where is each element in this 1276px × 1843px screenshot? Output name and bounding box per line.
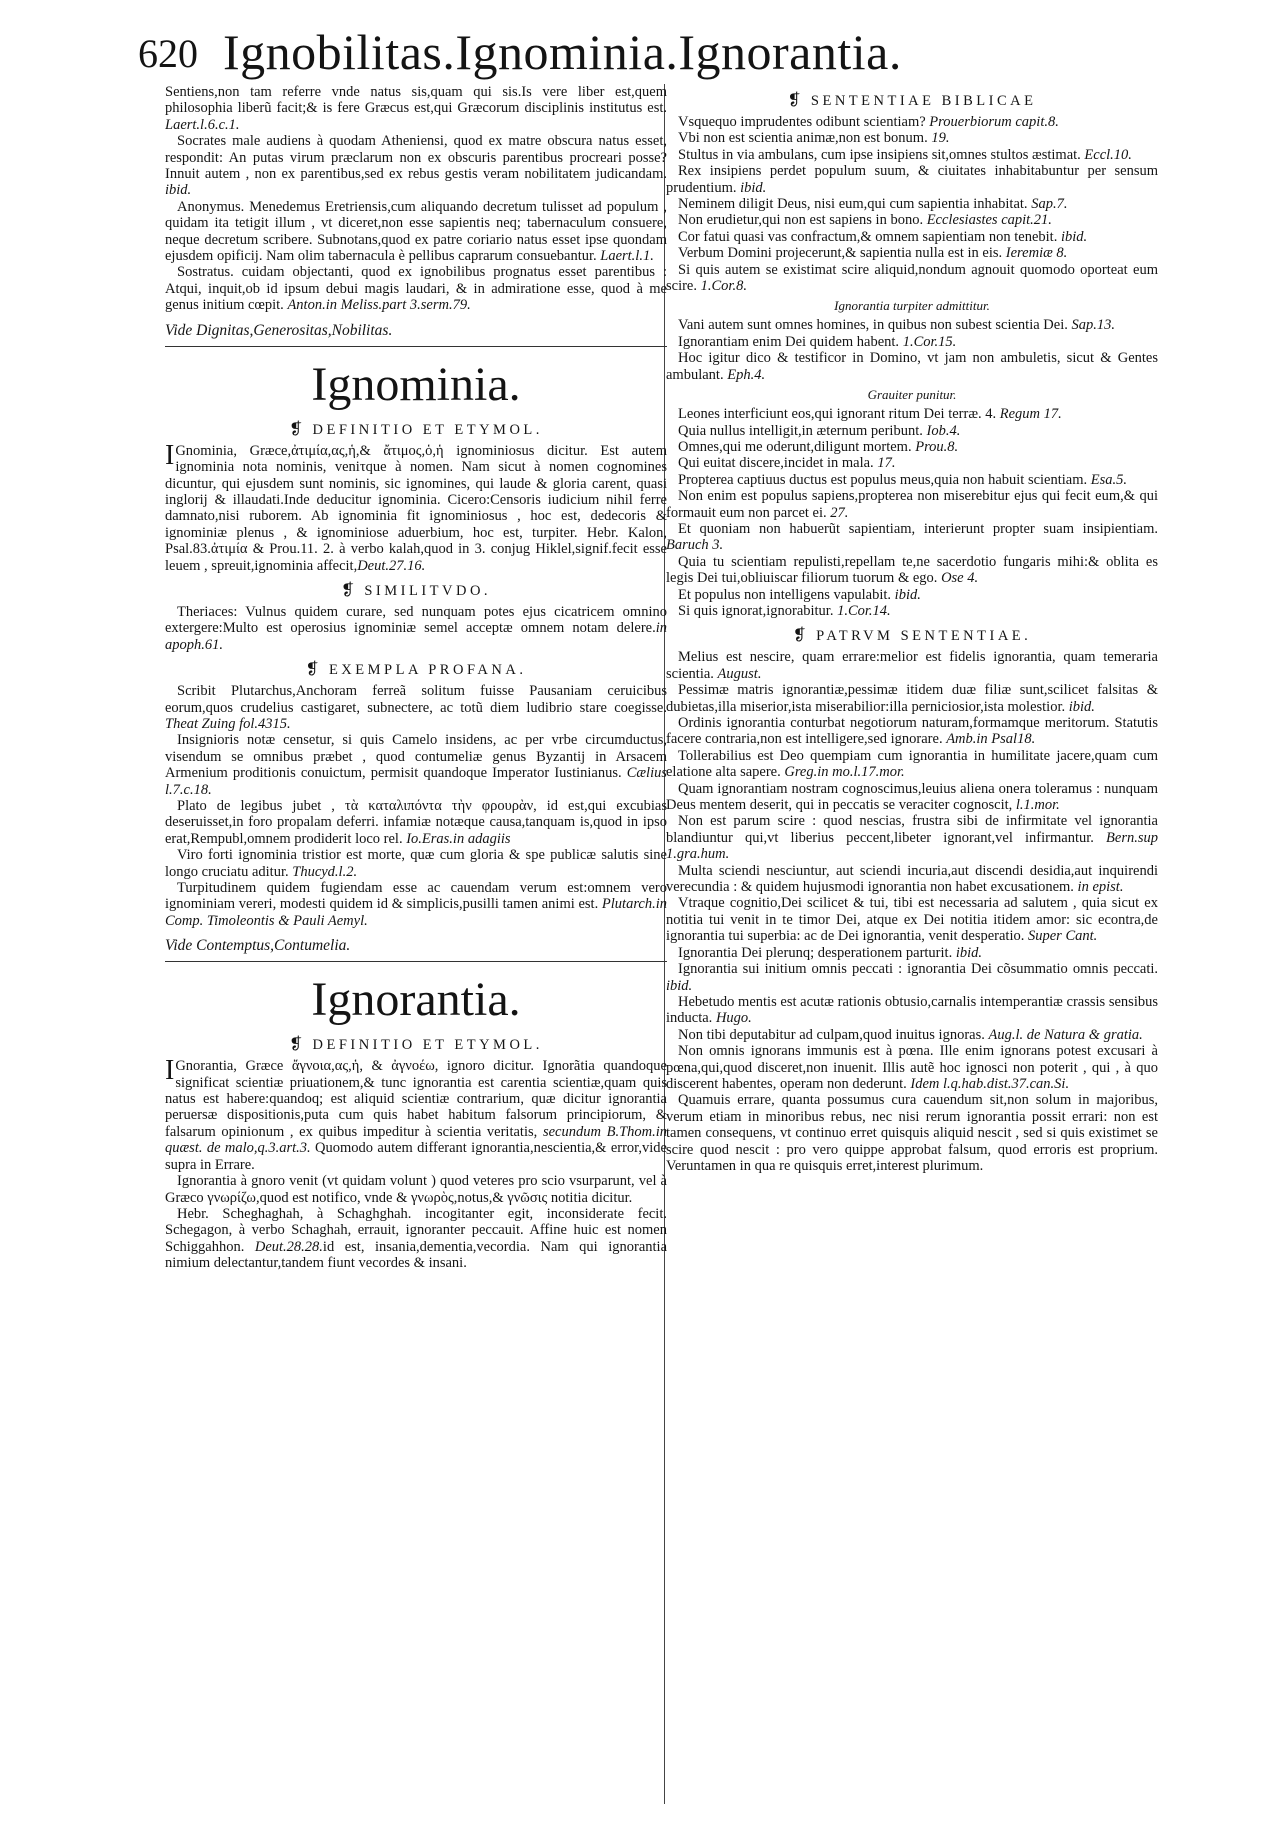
page-header bbox=[138, 22, 1138, 82]
ignobilitas-continuation bbox=[165, 84, 667, 347]
sententia: Ignorantiam enim Dei quidem habent. 1.Cor.15. bbox=[678, 333, 957, 350]
right-column bbox=[666, 84, 1158, 1814]
entry-heading: Ignorantia. bbox=[311, 973, 521, 1027]
pilcrow-icon: ❡ bbox=[787, 92, 801, 109]
sententia: Hebetudo mentis est acutæ rationis obtusio,carnalis intemperantiæ crassis sensibus inducta. Hugo. bbox=[666, 993, 1158, 1027]
turpiter-list bbox=[666, 317, 1158, 383]
sententia: Ignorantia Dei plerunq; desperationem parturit. ibid. bbox=[678, 944, 983, 961]
paragraph: Sentiens,non tam referre vnde natus sis,quam qui sis.Is vere liber est,quem philosophia liberũ facit;& is fere Græcus est,qui Græcorum disciplinis institutus est. Laert.l.6.c.1. bbox=[165, 84, 667, 133]
sententia: Leones interficiunt eos,qui ignorant ritum Dei terræ. 4. Regum 17. bbox=[678, 406, 1062, 423]
sententia: Non enim est populus sapiens,propterea non miserebitur ejus qui fecit eum,& qui formauit eum non parcet ei. 27. bbox=[666, 488, 1158, 521]
patrum-list bbox=[666, 649, 1158, 1174]
paragraph: Anonymus. Menedemus Eretriensis,cum aliquando decretum tulisset ad populum , quidam ita tetigit illum , vt diceret,non esse sapientis neq; tabernaculum consuere, neque decretum scribere. Subnotans,quod ex patre coriario natus esset ipse quondam ejusdem opificij. Nam olim tabernacula è pellibus caprarum consuebantur. Laert.l.1. bbox=[165, 198, 667, 265]
sententia: Ignorantia sui initium omnis peccati : ignorantia Dei cõsummatio omnis peccati. ibid. bbox=[666, 961, 1158, 994]
paragraph: I Gnominia, Græce,ἀτιμία,ας,ἡ,& ἄτιμος,ὁ,ἡ ignominiosus dicitur. Est autem ignominia nota nominis, veniτque à nomen. Nam sicut à nomen cognomines dicuntur, qui ejusdem sunt nominis, sic ignomines, qui laude & gloria carent, quasi inglorij & illaudati.Inde deducitur ignominia. Cicero:Censoris iudicium nihil ferre damnato,nisi ruborem. Ab ignominia fit ignominiosus , hoc est, dedecoris & ignominiæ plenus , & ignominiose aduerbium, hoc est, turpiter. Hebr. Kalon, Psal.83.ἀτιμία & Prou.11. 2. à verbo kalah,quod in 3. conjug Hiklel,signif.fecit esse leuem , spreuit,ignominia affecit,Deut.27.16. bbox=[165, 439, 667, 574]
cross-reference: Vide Contemptus,Contumelia. bbox=[165, 937, 351, 955]
sententia: Cor fatui quasi vas confractum,& omnem sapientiam non tenebit. ibid. bbox=[678, 228, 1088, 245]
section-rule bbox=[165, 961, 667, 962]
sententia: Hoc igitur dico & testificor in Domino, vt jam non ambuletis, sicut & Gentes ambulant. Eph.4. bbox=[666, 350, 1158, 383]
paragraph: Turpitudinem quidem fugiendam esse ac cauendam verum est:omnem vero ignominiam vereri, modesti quidem id & simplicis,pusilli tamen animi est. Plutarch.in Comp. Timoleontis & Pauli Aemyl. bbox=[165, 880, 667, 929]
sententia: Non est parum scire : quod nescias, frustra sibi de infirmitate vel ignorantia blandiuntur qui,vt liberius peccent,libeter ignorant,vel infirmantur. Bern.sup 1.gra.hum. bbox=[666, 813, 1158, 863]
section-heading: ❡ DEFINITIO ET ETYMOL. bbox=[289, 1036, 543, 1054]
paragraph: Scribit Plutarchus,Anchoram ferreã solitum fuisse Pausaniam ceruicibus eorum,quos crudelius castigaret, subnectere, ac totũ diem ludibrio stare coegisse. Theat Zuing fol.4315. bbox=[165, 683, 667, 732]
sententia: Quamuis errare, quanta possumus cura cauendum sit,non solum in majoribus, verum etiam in minoribus rebus, nec nisi rerum ignorantia possit errari: non est tamen consequens, vt continuo erret quisquis aliquid nescit , sed si quis existimet se scire quod nescit : pro vero quippe approbat falsum, quod erroris est proprium. Veruntamen in qua re quisquis erret,interest plurimum. bbox=[666, 1092, 1158, 1174]
sententia: Vbi non est scientia animæ,non est bonum. 19. bbox=[678, 130, 950, 147]
sententia: Rex insipiens perdet populum suum, & ciuitates inhabitabuntur per sensum prudentium. ibid. bbox=[666, 163, 1158, 196]
section-heading: ❡ SIMILITVDO. bbox=[340, 581, 492, 599]
sententia: Melius est nescire, quam errare:melior est fidelis ignorantia, quam temeraria scientia. August. bbox=[666, 649, 1158, 682]
sententia: Quia nullus intelligit,in æternum peribunt. Iob.4. bbox=[678, 422, 961, 439]
sententia: Verbum Domini projecerunt,& sapientia nulla est in eis. Ieremiæ 8. bbox=[678, 245, 1068, 262]
pilcrow-icon: ❡ bbox=[792, 627, 807, 645]
sententia: Stultus in via ambulans, cum ipse insipiens sit,omnes stultos æstimat. Eccl.10. bbox=[678, 146, 1132, 163]
sententia: Non erudietur,qui non est sapiens in bono. Ecclesiastes capit.21. bbox=[678, 212, 1052, 229]
entry-heading: Ignominia. bbox=[311, 357, 521, 411]
biblicae-list bbox=[666, 114, 1158, 294]
sententia: Et quoniam non habuerũt sapientiam, interierunt propter suam insipientiam. Baruch 3. bbox=[666, 520, 1158, 554]
paragraph: Ignorantia à gnoro venit (vt quidam volunt ) quod veteres pro scio vsurparunt, vel à Græco γνωρίζω,quod est notifico, vnde & γνωρὸς,notus,& γνῶσις notitia dicitur. bbox=[165, 1173, 667, 1206]
section-heading: ❡ DEFINITIO ET ETYMOL. bbox=[289, 420, 543, 438]
pilcrow-icon: ❡ bbox=[305, 661, 319, 679]
paragraph: Plato de legibus jubet , τὰ καταλιπόντα τὴν φρουρὰν, id est,qui excubias deseruisset,in foro propalam deferri. infamiæ notæque causa,tanquam is,quod in ipso erat,Rempubl,omnem prodiderit loco rel. Io.Eras.in adagiis bbox=[165, 798, 667, 847]
sententia: Si quis autem se existimat scire aliquid,nondum agnouit quomodo oporteat eum scire. 1.Cor.8. bbox=[666, 261, 1158, 295]
sententia: Multa sciendi nesciuntur, aut sciendi incuria,aut discendi desidia,aut inquirendi verecundia : & quidem hujusmodi ignorantia non habet excusationem. in epist. bbox=[666, 862, 1158, 896]
paragraph: Theriaces: Vulnus quidem curare, sed nunquam potes ejus cicatricem omnino extergere:Multo est operosius ignominiæ semel acceptæ omnem notam delere.in apoph.61. bbox=[165, 603, 667, 653]
sententia: Vani autem sunt omnes homines, in quibus non subest scientia Dei. Sap.13. bbox=[678, 317, 1115, 334]
paragraph: I Gnorantia, Græce ἄγνοια,ας,ἡ, & ἀγνοέω, ignoro dicitur. Ignorãtia quandoque significat scientiæ priuationem,& tunc ignorantia est carentia scientiæ,quam quis natus est habere:quandoq; est aliquid scientiæ contrarium, quæ dicitur ignorantia peruersæ dispositionis,puta cum quis habet habitum falsorum principiorum, & falsarum opinionum , ex quibus impeditur à scientia veritatis, secundum B.Thom.in quæst. de malo,q.3.art.3. Quomodo autem differant ignorantia,nescientia,& error,vide supra in Errare. bbox=[165, 1055, 667, 1173]
ignorantia-section bbox=[165, 972, 667, 1271]
drop-cap: I bbox=[165, 1055, 175, 1087]
section-heading: ❡ EXEMPLA PROFANA. bbox=[305, 661, 527, 679]
sententia: Omnes,qui me oderunt,diligunt mortem. Prou.8. bbox=[678, 438, 959, 455]
sententia: Qui euitat discere,incidet in mala. 17. bbox=[678, 455, 896, 472]
sententia: Quia tu scientiam repulisti,repellam te,ne sacerdotio fungaris mihi:& oblita es legis Dei tui,obliuiscar filiorum tuorum & ego. Ose 4. bbox=[666, 553, 1158, 587]
sub-heading: Grauiter punitur. bbox=[867, 387, 957, 403]
sententia: Neminem diligit Deus, nisi eum,qui cum sapientia inhabitat. Sap.7. bbox=[678, 196, 1068, 213]
running-title: Ignobilitas.Ignominia.Ignorantia. bbox=[223, 24, 902, 80]
section-rule bbox=[165, 346, 667, 347]
paragraph: Socrates male audiens à quodam Atheniensi, quod ex matre obscura natus esset, respondit: An putas virum præclarum non ex obscuris parentibus procreari posse?Innuit autem , non ex parentibus,sed ex rebus gestis veram nobilitatem judicandam. ibid. bbox=[165, 133, 667, 199]
sententia: Et populus non intelligens vapulabit. ibid. bbox=[678, 586, 921, 603]
pilcrow-icon: ❡ bbox=[289, 420, 303, 438]
pilcrow-icon: ❡ bbox=[340, 581, 355, 599]
section-heading: ❡ PATRVM SENTENTIAE. bbox=[792, 627, 1032, 645]
sententia: Vsquequo imprudentes odibunt scientiam? Prouerbiorum capit.8. bbox=[678, 114, 1059, 130]
sententia: Vtraque cognitio,Dei scilicet & tui, tibi est necessaria ad salutem , quia sicut ex notitia tui venit in te timor Dei, atque ex Dei notitia itidem amor: sic econtra,de ignorantia tui superbia: ac de Dei ignorantia, venit desperatio. Super Cant. bbox=[666, 895, 1158, 945]
sententia: Quam ignorantiam nostram cognoscimus,leuius aliena onera toleramus : nunquam Deus mentem deserit, qui in peccatis se veraciter cognoscit, l.1.mor. bbox=[666, 780, 1158, 814]
sententia: Non tibi deputabitur ad culpam,quod inuitus ignoras. Aug.l. de Natura & gratia. bbox=[678, 1026, 1143, 1043]
left-column bbox=[165, 84, 667, 1814]
paragraph: Insignioris notæ censetur, si quis Camelo insidens, ac per vrbe circumductus, visendum se omnibus præbet , quod contumeliæ genus Byzantij in Arsacem Armenium proditionis conuictum, permisit quandoque Imperator Iustinianus. Cælius l.7.c.18. bbox=[165, 732, 667, 798]
section-heading: ❡ SENTENTIAE BIBLICAE bbox=[787, 92, 1037, 109]
cross-reference: Vide Dignitas,Generositas,Nobilitas. bbox=[165, 321, 393, 339]
punitur-list bbox=[666, 406, 1158, 619]
paragraph: Viro forti ignominia tristior est morte, quæ cum gloria & spe publicæ salutis sine longo cruciatu aditur. Thucyd.l.2. bbox=[165, 847, 667, 880]
sententia: Tollerabilius est Deo quempiam cum ignorantia in humilitate jacere,quam cum elatione alta sapere. Greg.in mo.l.17.mor. bbox=[666, 747, 1158, 781]
sententia: Pessimæ matris ignorantiæ,pessimæ itidem duæ filiæ sunt,scilicet falsitas & dubietas,illa miserior,ista miserabilior:illa perniciosior,ista molestior. ibid. bbox=[666, 682, 1158, 715]
paragraph: Sostratus. cuidam objectanti, quod ex ignobilibus prognatus esset parentibus : Atqui, inquit,ob id ipsum debui magis laudari, & in admiratione esse, quod à me genus initium cœpit. Anton.in Meliss.part 3.serm.79. bbox=[165, 264, 667, 314]
sententia: Non omnis ignorans immunis est à pœna. Ille enim ignorans potest excusari à pœna,qui,quod disceret,non inuenit. Illis autẽ hoc ignosci non poterit , qui , à quo discerent habentes, operam non dederunt. Idem l.q.hab.dist.37.can.Si. bbox=[666, 1043, 1158, 1092]
pilcrow-icon: ❡ bbox=[289, 1036, 303, 1054]
sententia: Propterea captiuus ductus est populus meus,quia non habuit scientiam. Esa.5. bbox=[678, 471, 1128, 488]
ignominia-section bbox=[165, 357, 667, 963]
paragraph: Hebr. Scheghaghah, à Schaghghah. incogitanter egit, inconsiderate fecit. Schegagon, à verbo Schaghah, errauit, ignoranter peccauit. Affine huic est nomen Schiggahhon. Deut.28.28.id est, insania,dementia,vecordia. Nam qui ignorantia nimium delectantur,tandem fiunt vecordes & insani. bbox=[165, 1205, 667, 1272]
sententia: Ordinis ignorantia conturbat negotiorum naturam,formamque meritorum. Statutis facere contraria,non est intelligere,sed ignorare. Amb.in Psal18. bbox=[666, 715, 1158, 748]
drop-cap: I bbox=[165, 439, 175, 471]
sententia: Si quis ignorat,ignorabitur. 1.Cor.14. bbox=[678, 602, 891, 619]
page-number: 620 bbox=[138, 31, 198, 76]
sub-heading: Ignorantia turpiter admittitur. bbox=[834, 298, 990, 314]
